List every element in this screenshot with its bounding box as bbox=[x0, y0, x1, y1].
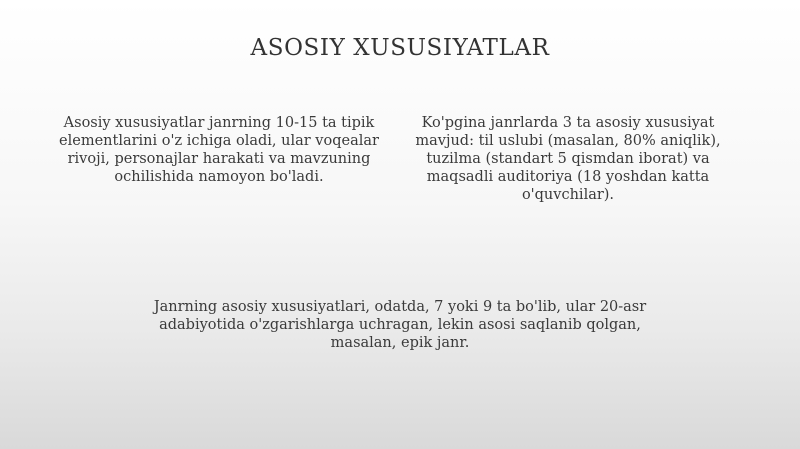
right-text-block: Ko'pgina janrlarda 3 ta asosiy xususiyat mavjud: til uslubi (masalan, 80% aniqlik), tuzilma (standart 5 qismdan iborat) va maqsadli auditoriya (18 yoshdan katta o'quvchilar). bbox=[415, 115, 721, 203]
slide-title: ASOSIY XUSUSIYATLAR bbox=[250, 35, 550, 61]
bottom-text-block: Janrning asosiy xususiyatlari, odatda, 7 yoki 9 ta bo'lib, ular 20-asr adabiyotida o'zgarishlarga uchragan, lekin asosi saqlanib qolgan, masalan, epik janr. bbox=[153, 299, 647, 351]
left-text-block: Asosiy xususiyatlar janrning 10-15 ta tipik elementlarini o'z ichiga oladi, ular voqealar rivoji, personajlar harakati va mavzuning ochilishida namoyon bo'ladi. bbox=[59, 115, 379, 185]
